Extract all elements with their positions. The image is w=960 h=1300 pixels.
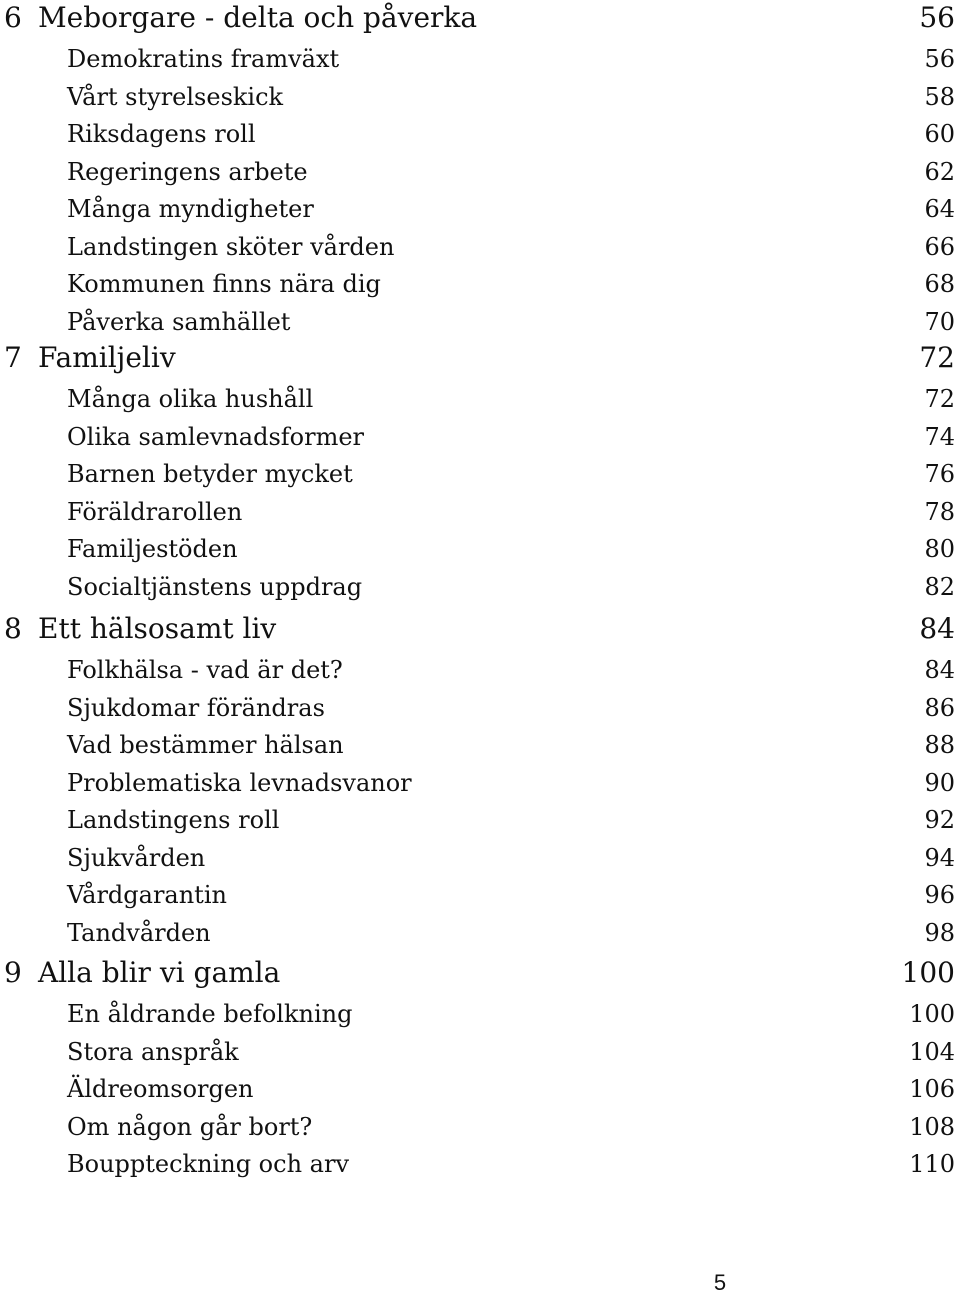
toc-entry — [0, 877, 955, 913]
entry-title: Regeringens arbete — [67, 157, 308, 186]
page-number: 5 — [713, 1270, 727, 1295]
entry-title: Socialtjänstens uppdrag — [67, 572, 363, 601]
chapter-heading — [0, 0, 955, 36]
entry-page-number: 62 — [924, 157, 955, 186]
entry-page-number: 96 — [924, 881, 955, 909]
chapter-page-number: 56 — [919, 1, 955, 34]
chapter-heading — [0, 340, 955, 376]
entry-page-number: 72 — [924, 385, 955, 413]
chapter-number: 7 — [4, 341, 22, 374]
toc-entry — [0, 116, 955, 152]
entry-page-number: 60 — [924, 120, 955, 148]
entry-title: Vad bestämmer hälsan — [67, 731, 344, 759]
entry-title: Landstingens roll — [67, 806, 280, 834]
entry-title: Familjestöden — [67, 535, 238, 563]
chapter-title: Meborgare - delta och påverka — [38, 1, 478, 34]
toc-entry — [0, 840, 955, 876]
entry-page-number: 80 — [924, 535, 955, 563]
entry-page-number: 58 — [924, 82, 955, 111]
toc-entry — [0, 1034, 955, 1070]
entry-title: Tandvården — [67, 918, 211, 947]
toc-entry — [0, 652, 955, 688]
toc-entry — [0, 494, 955, 530]
chapter-page-number: 84 — [919, 612, 955, 645]
entry-title: Föräldrarollen — [67, 497, 243, 526]
entry-title: En åldrande befolkning — [67, 1000, 353, 1028]
chapter-title: Alla blir vi gamla — [38, 956, 281, 989]
entry-page-number: 66 — [924, 232, 955, 261]
toc-entry — [0, 690, 955, 726]
entry-page-number: 98 — [924, 918, 955, 947]
toc-entry — [0, 996, 955, 1032]
chapter-number: 8 — [4, 612, 22, 645]
entry-page-number: 104 — [909, 1037, 955, 1066]
entry-title: Olika samlevnadsformer — [67, 422, 365, 451]
entry-title: Sjukvården — [67, 843, 206, 872]
entry-title: Stora anspråk — [67, 1037, 239, 1066]
entry-page-number: 94 — [924, 843, 955, 872]
entry-page-number: 84 — [924, 656, 955, 684]
toc-entry — [0, 765, 955, 801]
entry-page-number: 64 — [924, 195, 955, 223]
chapter-number: 9 — [4, 956, 22, 989]
entry-title: Många olika hushåll — [67, 385, 314, 413]
toc-entry — [0, 229, 955, 265]
entry-title: Kommunen finns nära dig — [67, 270, 381, 298]
chapter-heading — [0, 955, 955, 991]
entry-page-number: 108 — [909, 1112, 955, 1141]
entry-title: Barnen betyder mycket — [67, 460, 353, 488]
chapter-title: Familjeliv — [38, 341, 176, 374]
toc-entry — [0, 154, 955, 190]
entry-page-number: 76 — [924, 460, 955, 488]
entry-page-number: 86 — [924, 693, 955, 722]
toc-entry — [0, 381, 955, 417]
toc-entry — [0, 569, 955, 605]
chapter-page-number: 72 — [919, 341, 955, 374]
chapter-page-number: 100 — [901, 956, 955, 989]
toc-entry — [0, 1146, 955, 1182]
chapter-number: 6 — [4, 1, 22, 34]
entry-page-number: 74 — [924, 422, 955, 451]
toc-entry — [0, 419, 955, 455]
toc-entry — [0, 41, 955, 77]
entry-page-number: 100 — [909, 1000, 955, 1028]
toc-entry — [0, 915, 955, 951]
toc-entry — [0, 531, 955, 567]
entry-page-number: 106 — [909, 1075, 955, 1103]
toc-entry — [0, 727, 955, 763]
toc-entry — [0, 802, 955, 838]
entry-title: Sjukdomar förändras — [67, 693, 325, 722]
entry-title: Om någon går bort? — [67, 1112, 313, 1141]
entry-title: Bouppteckning och arv — [67, 1150, 349, 1178]
toc-entry — [0, 304, 955, 340]
entry-title: Vårdgarantin — [67, 881, 227, 909]
entry-title: Problematiska levnadsvanor — [67, 768, 412, 797]
toc-entry — [0, 1071, 955, 1107]
entry-title: Demokratins framväxt — [67, 45, 340, 73]
entry-title: Många myndigheter — [67, 195, 314, 223]
entry-page-number: 70 — [924, 307, 955, 336]
entry-title: Äldreomsorgen — [67, 1075, 254, 1103]
entry-page-number: 82 — [924, 572, 955, 601]
entry-page-number: 56 — [924, 45, 955, 73]
entry-title: Riksdagens roll — [67, 120, 256, 148]
chapter-heading — [0, 611, 955, 647]
entry-page-number: 92 — [924, 806, 955, 834]
toc-entry — [0, 79, 955, 115]
entry-title: Påverka samhället — [67, 307, 291, 336]
entry-title: Landstingen sköter vården — [67, 232, 395, 261]
toc-entry — [0, 1109, 955, 1145]
toc-entry — [0, 456, 955, 492]
entry-page-number: 110 — [909, 1150, 955, 1178]
entry-page-number: 78 — [924, 497, 955, 526]
toc-entry — [0, 266, 955, 302]
entry-title: Folkhälsa - vad är det? — [67, 656, 343, 684]
entry-page-number: 68 — [924, 270, 955, 298]
entry-page-number: 88 — [924, 731, 955, 759]
entry-title: Vårt styrelseskick — [67, 82, 284, 111]
chapter-title: Ett hälsosamt liv — [38, 612, 277, 645]
toc-entry — [0, 191, 955, 227]
entry-page-number: 90 — [924, 768, 955, 797]
